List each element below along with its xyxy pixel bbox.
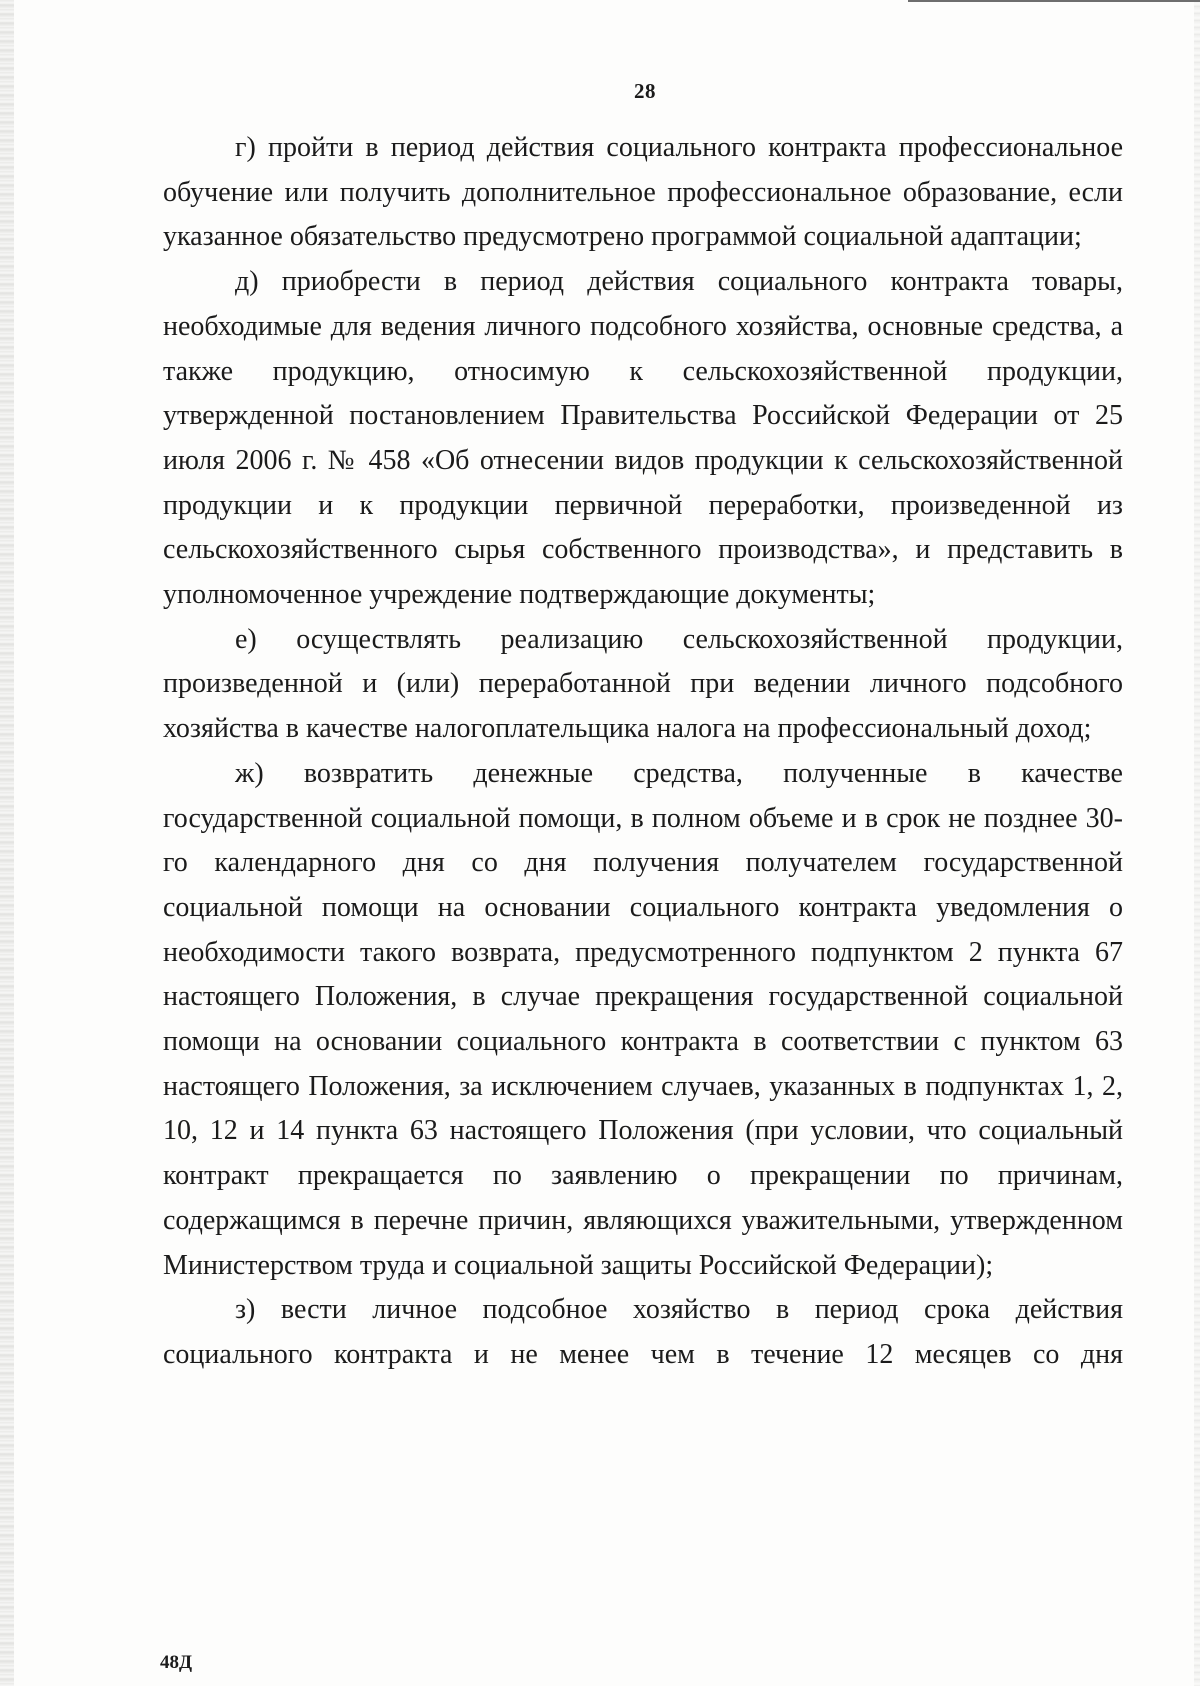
scan-top-rule [908, 0, 1200, 2]
paragraph-d: д) приобрести в период действия социального контракта товары, необходимые для ведения личного подсобного хозяйства, основные средства, а также продукцию, относимую к сельскохозяйственной продукции, утвержденной постановлением Правительства Российской Федерации от 25 июля 2006 г. № 458 «Об отнесении видов продукции к сельскохозяйственной продукции и к продукции первичной переработки, произведенной из сельскохозяйственного сырья собственного производства», и представить в уполномоченное учреждение подтверждающие документы; [163, 266, 1123, 611]
footer-code: 48Д [160, 1652, 193, 1673]
paragraph-z: з) вести личное подсобное хозяйство в период срока действия социального контракта и не менее чем в течение 12 месяцев со дня [163, 1294, 1123, 1370]
scan-edge-left [0, 0, 14, 1686]
paragraph-zh: ж) возвратить денежные средства, полученные в качестве государственной социальной помощи, в полном объеме и в срок не позднее 30-го календарного дня со дня получения получателем государственной социальной помощи на основании социального контракта уведомления о необходимости такого возврата, предусмотренного подпунктом 2 пункта 67 настоящего Положения, в случае прекращения государственной социальной помощи на основании социального контракта в соответствии с пунктом 63 настоящего Положения, за исключением случаев, указанных в подпунктах 1, 2, 10, 12 и 14 пункта 63 настоящего Положения (при условии, что социальный контракт прекращается по заявлению о прекращении по причинам, содержащимся в перечне причин, являющихся уважительными, утвержденном Министерством труда и социальной защиты Российской Федерации); [163, 757, 1123, 1281]
scan-edge-right [1194, 0, 1200, 1686]
document-body [163, 126, 1123, 1378]
paragraph-g: г) пройти в период действия социального контракта профессиональное обучение или получить дополнительное профессиональное образование, если указанное обязательство предусмотрено программой социальной адаптации; [163, 132, 1123, 253]
paragraph-e: е) осуществлять реализацию сельскохозяйственной продукции, произведенной и (или) переработанной при ведении личного подсобного хозяйства в качестве налогоплательщика налога на профессиональный доход; [163, 623, 1123, 745]
page-number: 28 [634, 79, 656, 103]
